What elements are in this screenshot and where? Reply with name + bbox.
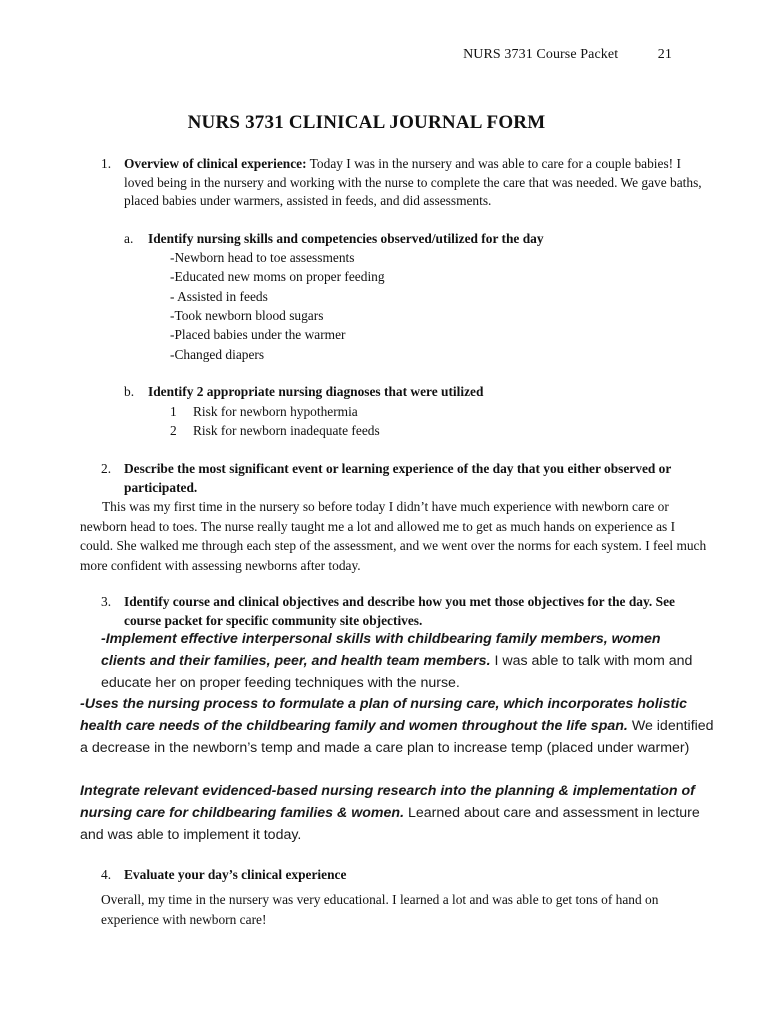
diagnosis-text: Risk for newborn inadequate feeds (193, 423, 380, 438)
skill-item: -Educated new moms on proper feeding (170, 269, 385, 284)
q3-number: 3. (101, 594, 112, 609)
q2-number: 2. (101, 461, 112, 476)
objective-text: -Implement effective interpersonal skills with childbearing family members, women clients and their families, peer, and health team members. (101, 631, 661, 669)
objective-response: Learned about care and assessment in lecture and was able to implement it today. (80, 804, 700, 843)
diagnosis-text: Risk for newborn hypothermia (193, 404, 358, 419)
objective-text: Integrate relevant evidenced-based nursing research into the planning & implementation of nursing care for childbearing families & women. (80, 783, 695, 821)
objective-text: -Uses the nursing process to formulate a plan of nursing care, which incorporates holistic health care needs of the childbearing family and women throughout the life span. (80, 696, 688, 734)
q3-label: Identify course and clinical objectives and describe how you met those objectives for the day. See course packet for specific community site objectives. (124, 594, 675, 628)
skill-item: -Placed babies under the warmer (170, 327, 346, 342)
q2-label: Describe the most significant event or learning experience of the day that you either observed or participated. (124, 461, 672, 495)
q4-label: Evaluate your day’s clinical experience (124, 867, 347, 882)
q3-objective-2 (80, 694, 720, 759)
skill-item: -Newborn head to toe assessments (170, 250, 355, 265)
q1-text: Today I was in the nursery and was able to care for a couple babies! I loved being in the nursery and working with the nurse to complete the care that was needed. We gave baths, placed babies under warmers, assisted in feeds, and did assessments. (124, 156, 702, 209)
objective-response: I was able to talk with mom and educate her on proper feeding techniques with the nurse. (101, 652, 693, 691)
q1-label: Overview of clinical experience: (124, 156, 307, 171)
diagnosis-number: 1 (170, 404, 177, 419)
diagnosis-number: 2 (170, 423, 177, 438)
q2-answer: This was my first time in the nursery so before today I didn’t have much experience with newborn care or newborn head to toes. The nurse really taught me a lot and allowed me to get as much hands on experience as I could. She walked me through each step of the assessment, and we went over the norms for each system. I feel much more confident with assessing newborns after today. (80, 499, 707, 573)
q1-overview (124, 155, 714, 211)
q3-objective-3 (80, 781, 720, 846)
skill-item: -Took newborn blood sugars (170, 308, 324, 323)
q1b-label: Identify 2 appropriate nursing diagnoses that were utilized (148, 384, 484, 399)
objective-response: We identified a decrease in the newborn’s temp and made a care plan to increase temp (placed under warmer) (80, 717, 714, 756)
q3-objective-1 (101, 629, 701, 694)
page-header (463, 47, 672, 63)
page-number: 21 (657, 47, 672, 62)
course-packet-label: NURS 3731 Course Packet (463, 47, 619, 62)
q1b-letter: b. (124, 384, 135, 399)
skill-item: -Changed diapers (170, 347, 265, 362)
q4-answer: Overall, my time in the nursery was very educational. I learned a lot and was able to get tons of hand on experience with newborn care! (101, 892, 659, 927)
q4-number: 4. (101, 867, 112, 882)
q1-number: 1. (101, 156, 112, 171)
q1a-letter: a. (124, 231, 134, 246)
q1a-label: Identify nursing skills and competencies observed/utilized for the day (148, 231, 544, 246)
skill-item: - Assisted in feeds (170, 289, 268, 304)
page-title: NURS 3731 CLINICAL JOURNAL FORM (187, 112, 546, 133)
